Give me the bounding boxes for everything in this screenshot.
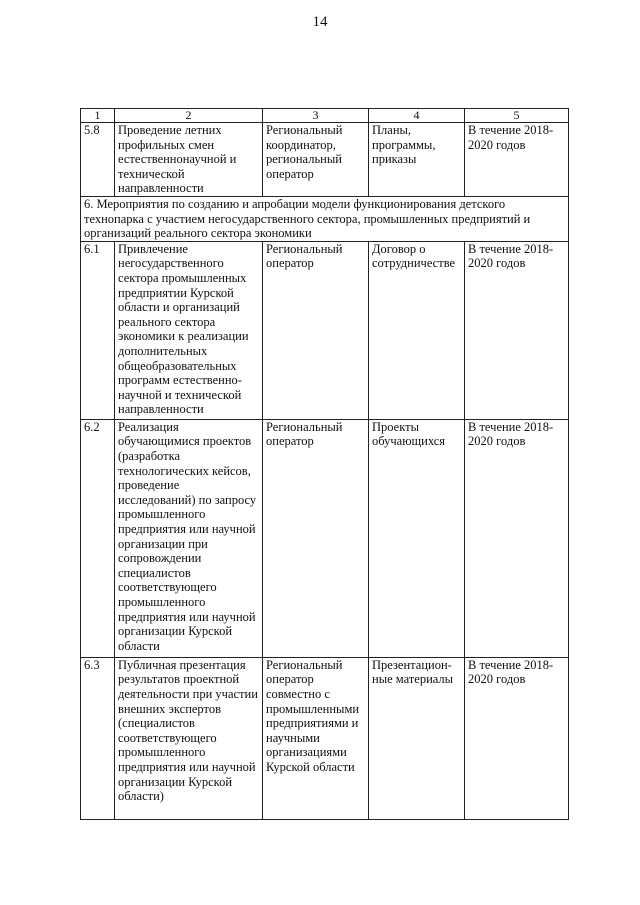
row-term: В течение 2018-2020 годов [465,123,569,197]
row-term: В течение 2018-2020 годов [465,241,569,419]
table-row [81,123,569,197]
row-executor: Региональный оператор [263,419,369,657]
row-term: В течение 2018-2020 годов [465,657,569,819]
row-name: Привлечение негосударственного сектора промышленных предприятии Курской области и организаций реального сектора экономики к реализации дополнительных общеобразовательных программ естественно-научной и технической направленности [115,241,263,419]
page-number: 14 [312,14,328,30]
row-result: Проекты обучающихся [369,419,465,657]
row-number: 5.8 [81,123,115,197]
table-header-row [81,109,569,123]
row-term: В течение 2018-2020 годов [465,419,569,657]
table-row [81,419,569,657]
header-col-4: 4 [369,109,465,123]
row-result: Презентацион-ные материалы [369,657,465,819]
row-number: 6.1 [81,241,115,419]
row-executor: Региональный оператор совместно с промышленными предприятиями и научными организациями Курской области [263,657,369,819]
header-col-3: 3 [263,109,369,123]
header-col-2: 2 [115,109,263,123]
row-number: 6.3 [81,657,115,819]
header-col-5: 5 [465,109,569,123]
row-executor: Региональный оператор [263,241,369,419]
activities-table [80,108,569,820]
row-name: Реализация обучающимися проектов (разработка технологических кейсов, проведение исследований) по запросу промышленного предприятия или научной организации при сопровождении специалистов соответствующего промышленного предприятия или научной организации Курской области [115,419,263,657]
row-result: Планы, программы, приказы [369,123,465,197]
row-result: Договор о сотрудничестве [369,241,465,419]
row-executor: Региональный координатор, региональный оператор [263,123,369,197]
row-name: Проведение летних профильных смен естественнонаучной и технической направленности [115,123,263,197]
row-name: Публичная презентация результатов проектной деятельности при участии внешних экспертов (специалистов соответствующего промышленного предприятия или научной организации Курской области) [115,657,263,819]
row-number: 6.2 [81,419,115,657]
table-row [81,241,569,419]
section-6-title: 6. Мероприятия по созданию и апробации модели функционирования детского технопарка с участием негосударственного сектора, промышленных предприятий и организаций реального сектора экономики [81,197,569,242]
table-row [81,657,569,819]
header-col-1: 1 [81,109,115,123]
section-row [81,197,569,242]
